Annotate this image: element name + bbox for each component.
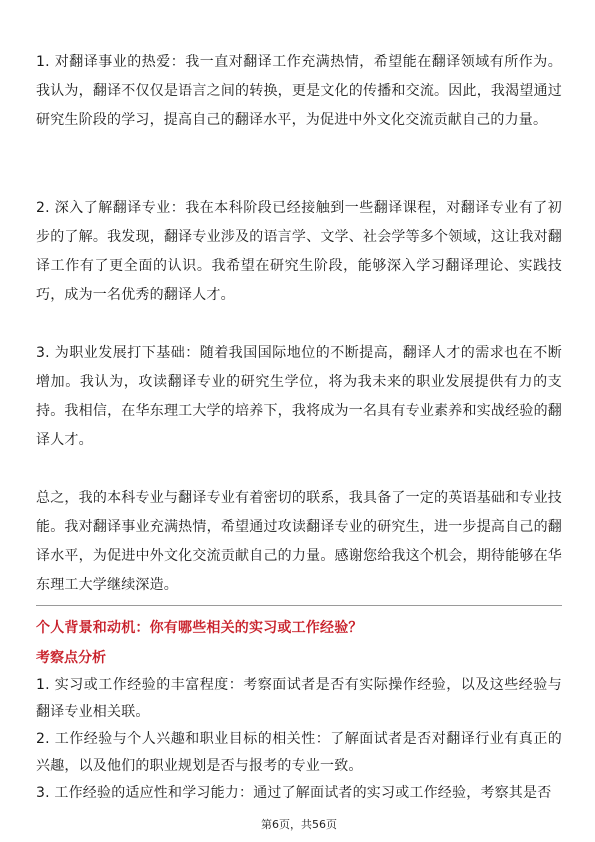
document-page bbox=[36, 0, 562, 842]
analysis-heading: 考察点分析 bbox=[36, 650, 106, 666]
paragraph-2: 2. 深入了解翻译专业：我在本科阶段已经接触到一些翻译课程，对翻译专业有了初步的了解。我发现，翻译专业涉及的语言学、文学、社会学等多个领域，这让我对翻译工作有了更全面的认识。我希望在研究生阶段，能够深入学习翻译理论、实践技巧，成为一名优秀的翻译人才。 bbox=[36, 200, 562, 303]
section-divider bbox=[36, 605, 562, 606]
paragraph-1: 1. 对翻译事业的热爱：我一直对翻译工作充满热情，希望能在翻译领域有所作为。我认为，翻译不仅仅是语言之间的转换，更是文化的传播和交流。因此，我渴望通过研究生阶段的学习，提高自己的翻译水平，为促进中外文化交流贡献自己的力量。 bbox=[36, 54, 562, 128]
analysis-item-2: 2. 工作经验与个人兴趣和职业目标的相关性：了解面试者是否对翻译行业有真正的兴趣，以及他们的职业规划是否与报考的专业一致。 bbox=[36, 731, 562, 774]
analysis-item-3: 3. 工作经验的适应性和学习能力：通过了解面试者的实习或工作经验，考察其是否 bbox=[36, 785, 552, 801]
analysis-item-1: 1. 实习或工作经验的丰富程度：考察面试者是否有实际操作经验，以及这些经验与翻译专业相关联。 bbox=[36, 677, 562, 720]
paragraph-summary: 总之，我的本科专业与翻译专业有着密切的联系，我具备了一定的英语基础和专业技能。我对翻译事业充满热情，希望通过攻读翻译专业的研究生，进一步提高自己的翻译水平，为促进中外文化交流贡献自己的力量。感谢您给我这个机会，期待能够在华东理工大学继续深造。 bbox=[36, 490, 562, 593]
analysis-list bbox=[36, 672, 562, 807]
page-number: 第6页，共56页 bbox=[261, 818, 337, 831]
paragraph-3: 3. 为职业发展打下基础：随着我国国际地位的不断提高，翻译人才的需求也在不断增加。我认为，攻读翻译专业的研究生学位，将为我未来的职业发展提供有力的支持。我相信，在华东理工大学的培养下，我将成为一名具有专业素养和实战经验的翻译人才。 bbox=[36, 345, 562, 448]
question-title: 个人背景和动机：你有哪些相关的实习或工作经验？ bbox=[36, 620, 363, 636]
